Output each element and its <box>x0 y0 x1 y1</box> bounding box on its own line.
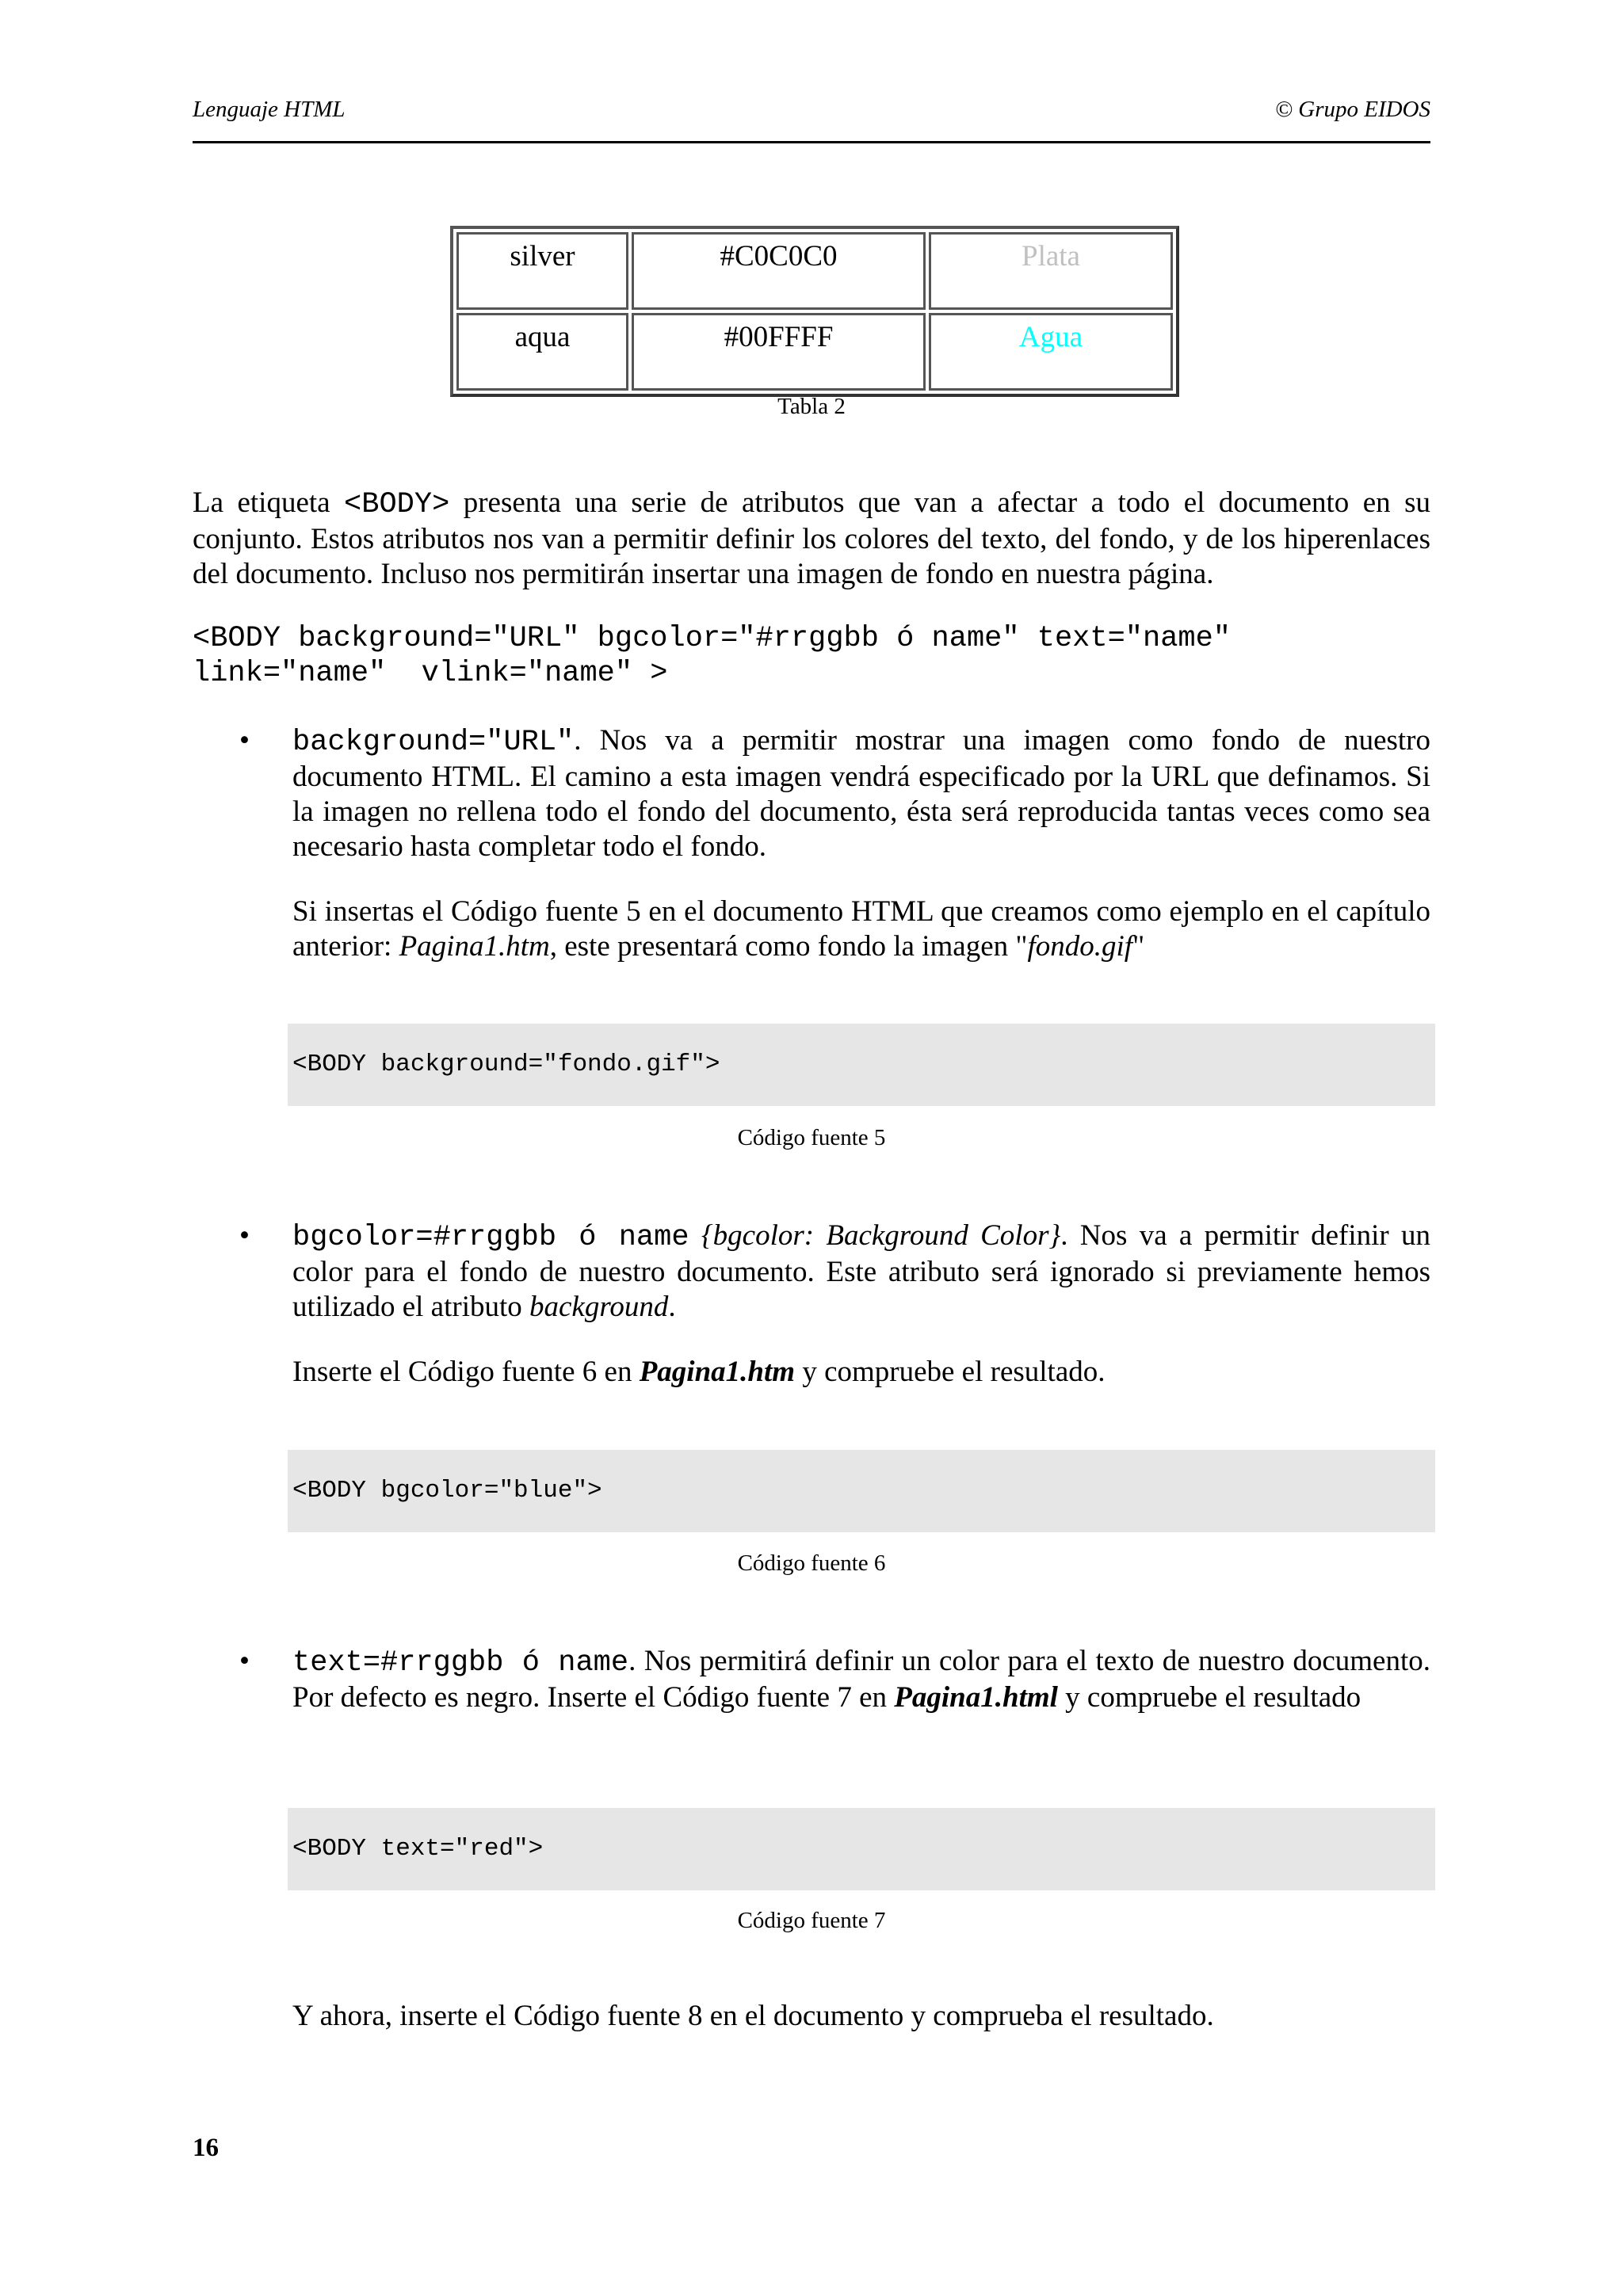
bullet-icon: • <box>239 1219 250 1252</box>
bullet-icon: • <box>239 724 250 757</box>
background-attr: background="URL" <box>292 726 575 759</box>
closing-paragraph: Y ahora, inserte el Código fuente 8 en el documento y comprueba el resultado. <box>292 2000 1214 2032</box>
text-run: . <box>668 1291 676 1323</box>
intro-text-2: presenta una serie de atributos que van a afectar a todo el documento en su conjunto. Estos atributos nos van a permitir definir los colores del texto, del fondo, y de los hiperenlaces del documento. Incluso nos permitirán insertar una imagen de fondo en nuestra página. <box>193 486 1430 590</box>
text-run: Inserte el Código fuente 6 en <box>292 1356 640 1388</box>
table-row <box>456 232 1173 310</box>
body-tag: <BODY> <box>344 488 450 521</box>
image-name: fondo.gif <box>1027 930 1133 963</box>
body-syntax: <BODY background="URL" bgcolor="#rrggbb ó name" text="name" link="name" vlink="name" > <box>193 622 1232 690</box>
text-run: y compruebe el resultado <box>1057 1681 1361 1714</box>
table-caption: Tabla 2 <box>777 394 846 419</box>
intro-paragraph <box>193 486 1430 592</box>
code-caption-6: Código fuente 6 <box>737 1550 886 1576</box>
attr-name: background <box>529 1291 669 1323</box>
color-hex-cell: #C0C0C0 <box>632 232 926 310</box>
bgcolor-note: {bgcolor: Background Color} <box>689 1219 1061 1252</box>
text-run: . Nos permitirá definir un color para el texto de nuestro documento. Por defecto es negro. Inserte el Código fuente 7 en <box>292 1645 1430 1714</box>
page-header <box>193 93 1430 143</box>
code-sample-6 <box>288 1450 1435 1532</box>
header-publisher: © Grupo EIDOS <box>1274 97 1430 122</box>
background-desc: . Nos va a permitir mostrar una imagen como fondo de nuestro documento HTML. El camino a esta imagen vendrá especificado por la URL que definamos. Si la imagen no rellena todo el fondo del documento, ésta será reproducida tantas veces como sea necesario hasta completar todo el fondo. <box>292 724 1430 863</box>
text-attr: text=#rrggbb ó name <box>292 1646 629 1680</box>
text-run: . Nos va a permitir definir un color para el fondo de nuestro documento. Este atributo será ignorado si previamente hemos utilizado el atributo <box>292 1219 1430 1323</box>
header-title: Lenguaje HTML <box>193 97 346 122</box>
table-row <box>456 313 1173 391</box>
background-example-paragraph <box>292 894 1430 964</box>
text-run: y compruebe el resultado. <box>795 1356 1106 1388</box>
code-caption-7: Código fuente 7 <box>737 1908 886 1933</box>
bullet-icon: • <box>239 1645 250 1677</box>
color-table <box>450 226 1179 397</box>
bgcolor-item <box>292 1219 1430 1325</box>
file-name: Pagina1.htm <box>639 1356 796 1388</box>
code-sample-5 <box>288 1024 1435 1106</box>
page-number: 16 <box>193 2134 219 2162</box>
intro-text-1: La etiqueta <box>193 486 345 519</box>
color-label-cell: Plata <box>929 232 1173 310</box>
code-caption-5: Código fuente 5 <box>737 1125 886 1150</box>
text-run: " <box>1132 930 1145 963</box>
text-item <box>292 1644 1430 1715</box>
color-name-cell: silver <box>456 232 628 310</box>
text-run: , este presentará como fondo la imagen " <box>549 930 1028 963</box>
background-item <box>292 723 1430 864</box>
color-hex-cell: #00FFFF <box>632 313 926 391</box>
code-text: <BODY text="red"> <box>292 1835 544 1863</box>
color-name-cell: aqua <box>456 313 628 391</box>
text-run: Si insertas el Código fuente 5 en el documento HTML que creamos como ejemplo en el capítulo anterior: <box>292 895 1430 963</box>
bgcolor-attr: bgcolor=#rrggbb ó name <box>292 1221 689 1254</box>
file-name: Pagina1.html <box>894 1681 1058 1714</box>
code-text: <BODY background="fondo.gif"> <box>292 1051 720 1078</box>
file-name: Pagina1.htm <box>399 930 550 963</box>
bgcolor-example-paragraph <box>292 1355 1430 1390</box>
code-sample-7 <box>288 1808 1435 1890</box>
code-text: <BODY bgcolor="blue"> <box>292 1477 602 1505</box>
color-label-cell: Agua <box>929 313 1173 391</box>
